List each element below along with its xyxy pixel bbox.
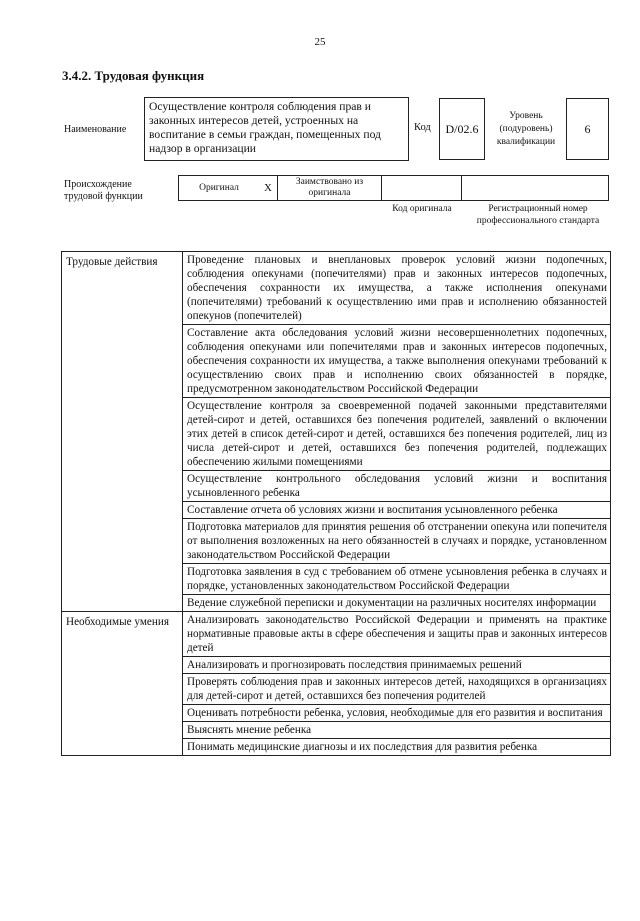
name-label: Наименование: [64, 124, 127, 135]
origin-label: [64, 179, 156, 203]
code-original-caption: Код оригинала: [392, 204, 452, 214]
code-box: D/02.6: [439, 98, 485, 160]
labor-actions-label: Трудовые действия: [62, 252, 183, 612]
level-box: 6: [566, 98, 609, 160]
origin-label-text: Происхождение трудовой функции: [64, 179, 143, 202]
page-number: 25: [314, 36, 326, 48]
labor-action-item: Осуществление контроля за своевременной подачей законными представителями детей-сирот и детей, оставшихся без попечения родителей, заявлений о включении этих детей в список детей-сирот и детей, оставшихся без попечения родителей, лиц из числа детей-сирот и детей, оставшихся без попечения родителей, подлежащих обеспечению жилыми помещениями: [183, 398, 611, 471]
labor-action-item: Составление отчета об условиях жизни и воспитания усыновленного ребенка: [183, 502, 611, 519]
table-row: [62, 252, 611, 325]
labor-action-item: Подготовка материалов для принятия решения об отстранении опекуна или попечителя от выполнения возложенных на него обязанностей в случаях и порядке, установленном законодательством Российской Федерации: [183, 519, 611, 564]
skills-label: Необходимые умения: [62, 612, 183, 756]
skill-item: Выяснять мнение ребенка: [183, 722, 611, 739]
level-label: Уровень (подуровень) квалификации: [496, 111, 556, 147]
labor-action-item: Ведение служебной переписки и документации на различных носителях информации: [183, 595, 611, 612]
skill-item: Понимать медицинские диагнозы и их последствия для развития ребенка: [183, 739, 611, 756]
function-table: [61, 251, 611, 756]
labor-action-item: Подготовка заявления в суд с требованием об отмене усыновления ребенка в случаях и порядке, установленных законодательством Российской Федерации: [183, 564, 611, 595]
skill-item: Анализировать и прогнозировать последствия принимаемых решений: [183, 657, 611, 674]
labor-action-item: Осуществление контрольного обследования условий жизни и воспитания усыновленного ребенка: [183, 471, 611, 502]
labor-action-item: Проведение плановых и внеплановых проверок условий жизни подопечных, соблюдения опекунами (попечителями) прав и законных интересов подопечных, обеспечения сохранности их имущества, а также исполнения опекунами (попечителями) требований к осуществлению ими прав и исполнению обязанностей опекунов (попечителей): [183, 252, 611, 325]
function-name-box: Осуществление контроля соблюдения прав и законных интересов детей, устроенных на воспитание в семьи граждан, помещенных под надзор в организации: [144, 97, 409, 161]
origin-grid: [178, 175, 609, 201]
skill-item: Оценивать потребности ребенка, условия, необходимые для его развития и воспитания: [183, 705, 611, 722]
section-title: 3.4.2. Трудовая функция: [62, 68, 205, 83]
skill-item: Анализировать законодательство Российской Федерации и применять на практике нормативные правовые акты в сфере обеспечения и защиты прав и законных интересов детей: [183, 612, 611, 657]
reg-number-caption: Регистрационный номер профессионального стандарта: [476, 204, 600, 226]
table-row: [62, 612, 611, 657]
original-label: Оригинал: [199, 182, 239, 193]
code-label: Код: [414, 122, 431, 133]
labor-action-item: Составление акта обследования условий жизни несовершеннолетних подопечных, соблюдения опекунами или попечителями прав и законных интересов подопечных, обеспечения сохранности их имущества, а также выполнения опекунами требований к осуществлению своих прав и исполнению своих обязанностей в порядке, предусмотренном законодательством Российской Федерации: [183, 325, 611, 398]
original-mark: X: [264, 181, 272, 194]
borrowed-label: Заимствовано из оригинала: [295, 177, 364, 198]
skill-item: Проверять соблюдения прав и законных интересов детей, находящихся в организациях для детей-сирот и детей, оставшихся без попечения родителей: [183, 674, 611, 705]
